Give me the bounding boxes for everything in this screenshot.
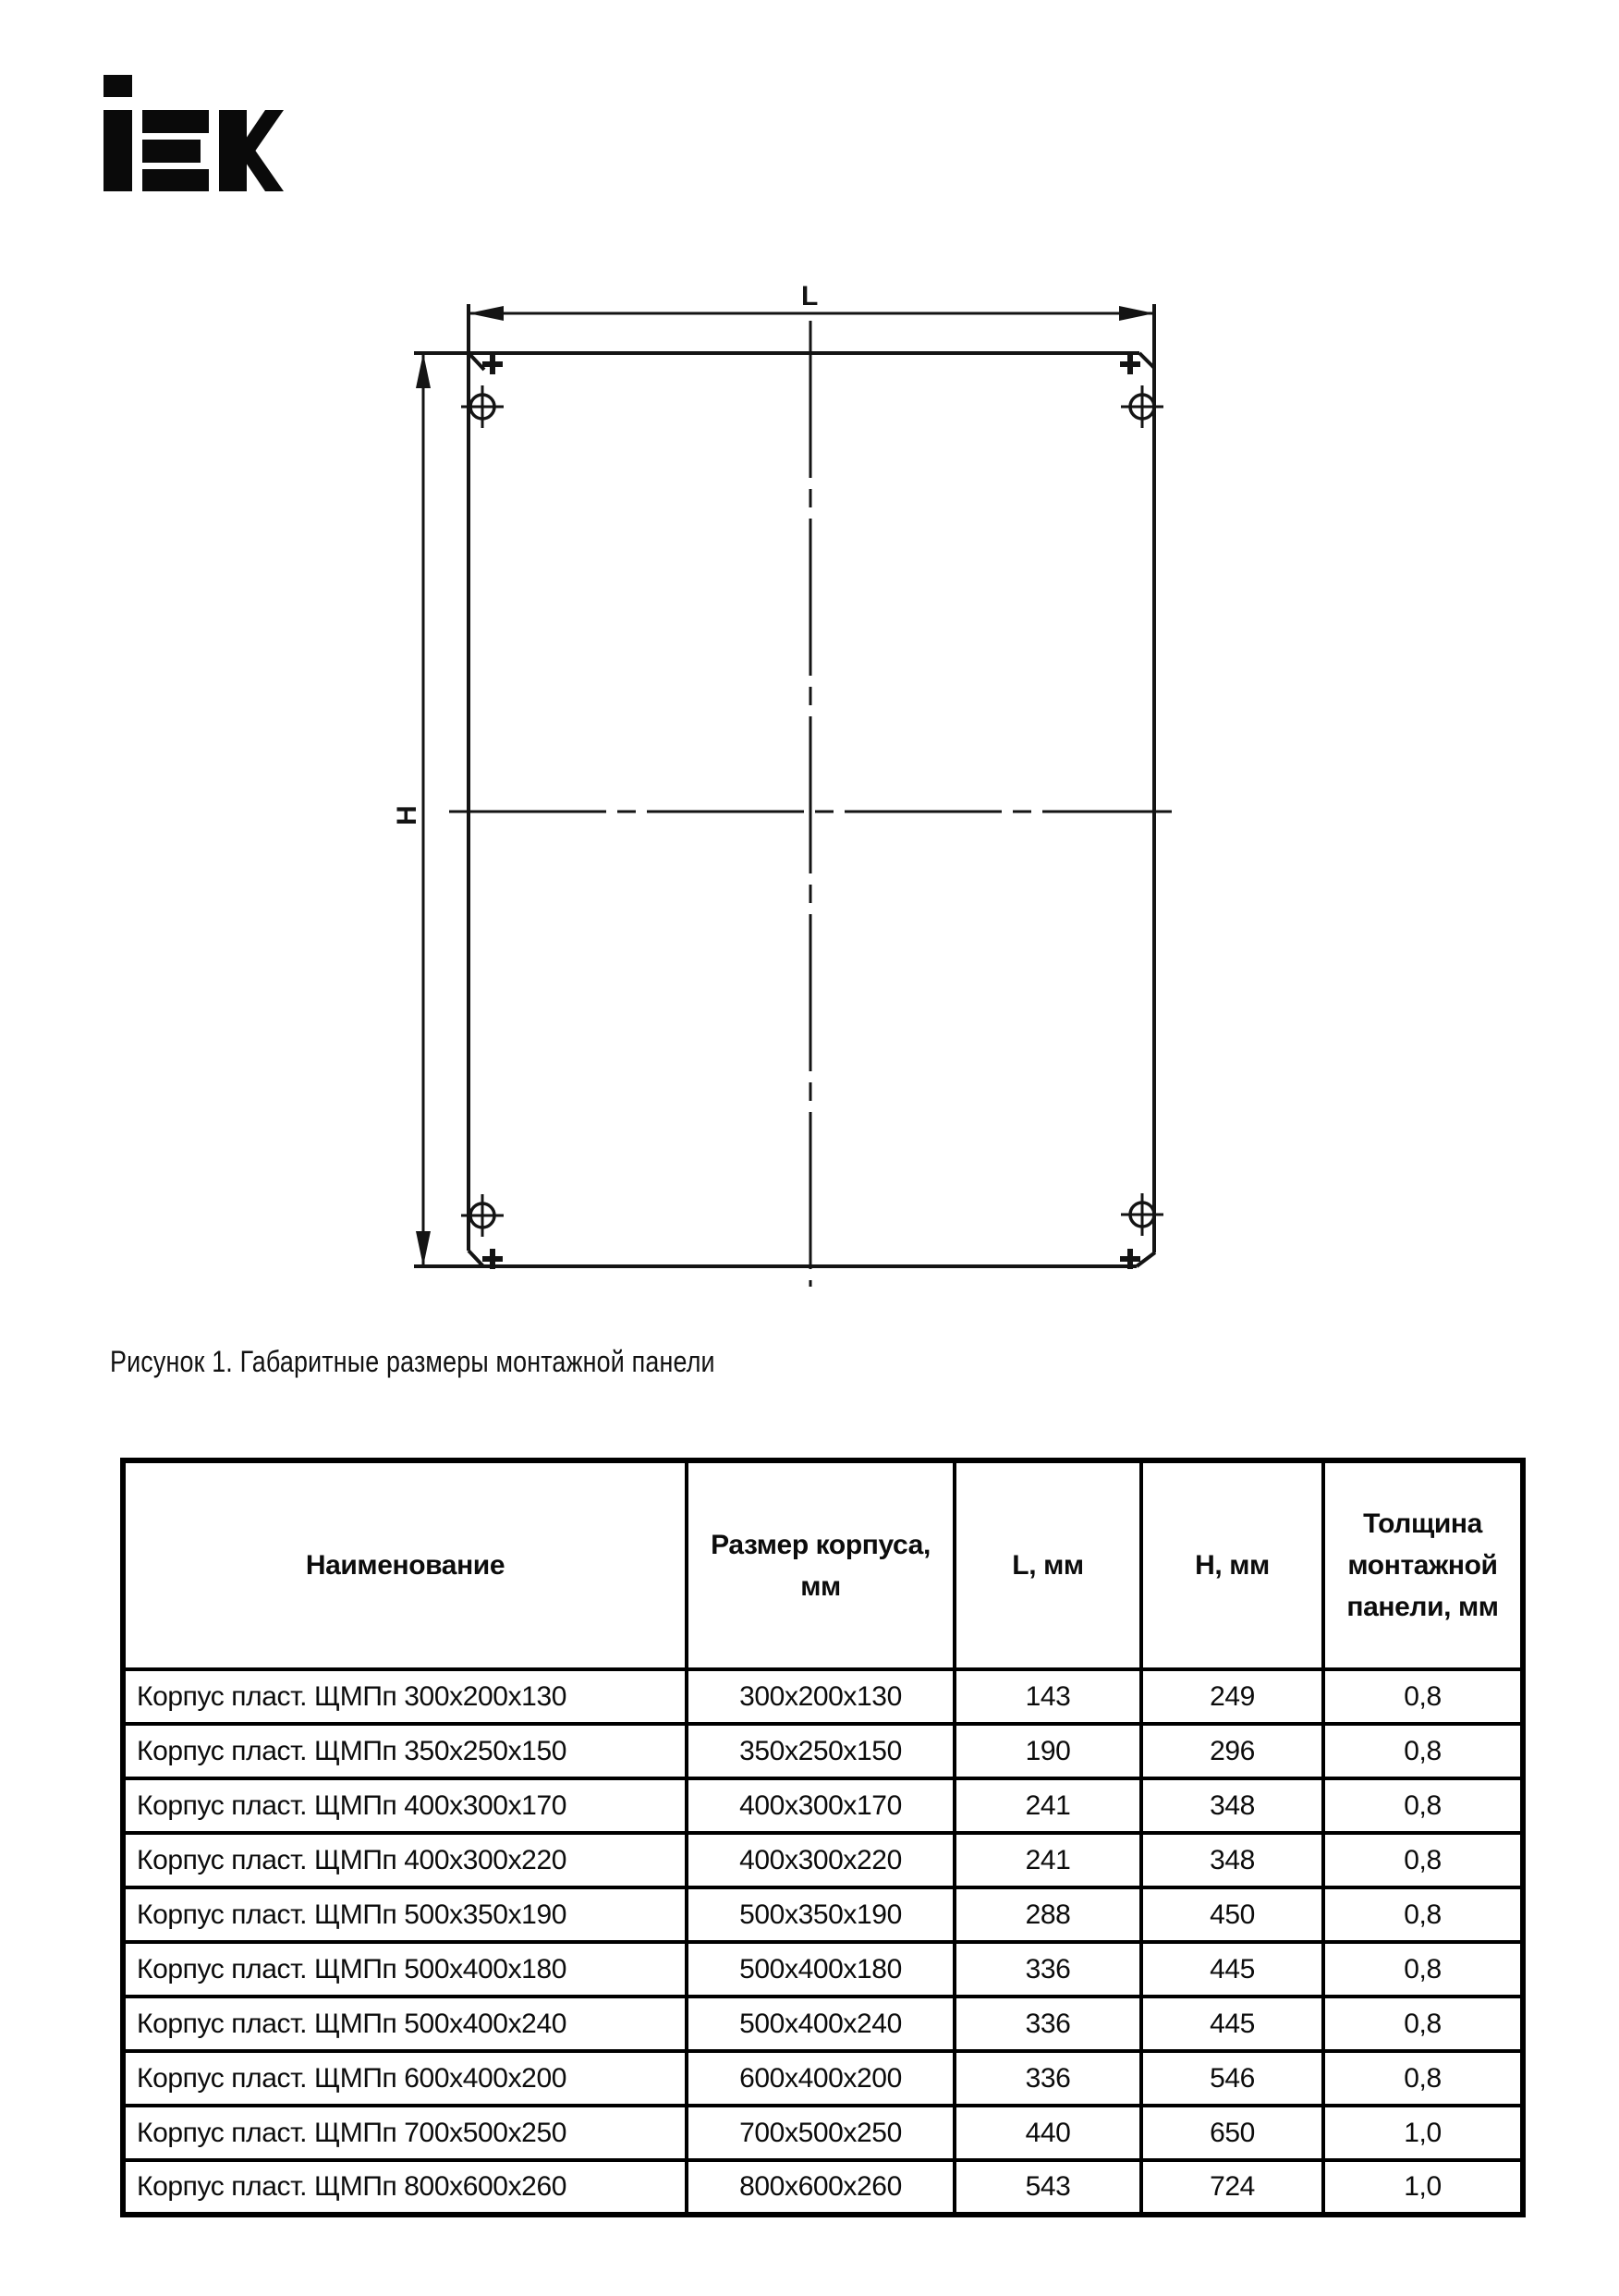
cell-l-mm: 336 <box>955 1942 1141 1997</box>
cell-product-name: Корпус пласт. ЩМПп 700х500х250 <box>123 2106 687 2160</box>
header-body-size: Размер корпуса, мм <box>687 1460 955 1669</box>
cell-body-size: 500х400х180 <box>687 1942 955 1997</box>
table-row <box>123 1942 1523 1997</box>
cell-product-name: Корпус пласт. ЩМПп 400х300х220 <box>123 1833 687 1887</box>
cell-product-name: Корпус пласт. ЩМПп 350х250х150 <box>123 1724 687 1778</box>
cell-thickness: 0,8 <box>1323 1778 1523 1833</box>
header-name: Наименование <box>123 1460 687 1669</box>
logo-e-mid-bar <box>142 140 201 163</box>
logo-k-stem <box>219 110 247 191</box>
cell-thickness: 0,8 <box>1323 1887 1523 1942</box>
cell-thickness: 1,0 <box>1323 2106 1523 2160</box>
arrowhead-right <box>1119 306 1154 321</box>
cell-body-size: 800х600х260 <box>687 2160 955 2215</box>
cell-product-name: Корпус пласт. ЩМПп 500х350х190 <box>123 1887 687 1942</box>
dim-label-L: L <box>801 281 819 311</box>
logo-i-dot <box>103 75 132 97</box>
cell-h-mm: 450 <box>1141 1887 1323 1942</box>
cell-body-size: 500х350х190 <box>687 1887 955 1942</box>
header-l-mm: L, мм <box>955 1460 1141 1669</box>
cell-thickness: 0,8 <box>1323 1942 1523 1997</box>
table-row <box>123 1724 1523 1778</box>
panel-outline <box>414 304 1155 1266</box>
header-thickness: Толщина монтажной панели, мм <box>1323 1460 1523 1669</box>
cross-top-right <box>1120 354 1140 374</box>
center-lines <box>449 321 1172 1287</box>
table-row <box>123 1997 1523 2051</box>
figure-caption: Рисунок 1. Габаритные размеры монтажной панели <box>110 1345 715 1378</box>
cell-h-mm: 724 <box>1141 2160 1323 2215</box>
cell-h-mm: 445 <box>1141 1997 1323 2051</box>
cell-l-mm: 440 <box>955 2106 1141 2160</box>
cell-h-mm: 546 <box>1141 2051 1323 2106</box>
cell-h-mm: 296 <box>1141 1724 1323 1778</box>
table-header-row <box>123 1460 1523 1669</box>
chamfer-bottom-left <box>469 1251 483 1266</box>
header-h-mm: Н, мм <box>1141 1460 1323 1669</box>
cell-l-mm: 336 <box>955 1997 1141 2051</box>
cell-h-mm: 249 <box>1141 1669 1323 1724</box>
chamfer-top-left <box>470 355 484 370</box>
cell-body-size: 500х400х240 <box>687 1997 955 2051</box>
table-row <box>123 1669 1523 1724</box>
cell-product-name: Корпус пласт. ЩМПп 300х200х130 <box>123 1669 687 1724</box>
cell-l-mm: 336 <box>955 2051 1141 2106</box>
cell-product-name: Корпус пласт. ЩМПп 400х300х170 <box>123 1778 687 1833</box>
cell-body-size: 600х400х200 <box>687 2051 955 2106</box>
cell-product-name: Корпус пласт. ЩМПп 600х400х200 <box>123 2051 687 2106</box>
dimension-H <box>392 353 431 1266</box>
cell-body-size: 350х250х150 <box>687 1724 955 1778</box>
cell-l-mm: 241 <box>955 1833 1141 1887</box>
logo-i-stem <box>103 110 132 191</box>
logo-e-bottom-bar <box>142 169 209 191</box>
cell-thickness: 0,8 <box>1323 1833 1523 1887</box>
cell-product-name: Корпус пласт. ЩМПп 800х600х260 <box>123 2160 687 2215</box>
table-row <box>123 2106 1523 2160</box>
table-row <box>123 1833 1523 1887</box>
cell-thickness: 0,8 <box>1323 1669 1523 1724</box>
table-row <box>123 1887 1523 1942</box>
hole-target-top-right <box>1121 385 1163 428</box>
cross-top-left <box>482 354 503 374</box>
cell-h-mm: 650 <box>1141 2106 1323 2160</box>
cell-l-mm: 143 <box>955 1669 1141 1724</box>
table-row <box>123 1778 1523 1833</box>
cell-l-mm: 288 <box>955 1887 1141 1942</box>
logo-e-top-bar <box>142 110 209 133</box>
arrowhead-down <box>416 1231 431 1266</box>
arrowhead-left <box>469 306 504 321</box>
cell-h-mm: 348 <box>1141 1833 1323 1887</box>
cell-thickness: 0,8 <box>1323 1997 1523 2051</box>
table-row <box>123 2051 1523 2106</box>
cell-product-name: Корпус пласт. ЩМПп 500х400х180 <box>123 1942 687 1997</box>
cell-body-size: 400х300х220 <box>687 1833 955 1887</box>
cell-l-mm: 241 <box>955 1778 1141 1833</box>
dimension-L <box>469 281 1154 321</box>
dim-label-H: H <box>392 805 422 825</box>
cell-thickness: 0,8 <box>1323 2051 1523 2106</box>
dimensions-table <box>120 1458 1526 2217</box>
cell-body-size: 700х500х250 <box>687 2106 955 2160</box>
cell-thickness: 1,0 <box>1323 2160 1523 2215</box>
cell-l-mm: 543 <box>955 2160 1141 2215</box>
cell-h-mm: 445 <box>1141 1942 1323 1997</box>
cell-product-name: Корпус пласт. ЩМПп 500х400х240 <box>123 1997 687 2051</box>
cell-l-mm: 190 <box>955 1724 1141 1778</box>
table-row <box>123 2160 1523 2215</box>
cell-thickness: 0,8 <box>1323 1724 1523 1778</box>
logo-k-lower-arm <box>246 137 284 191</box>
cell-h-mm: 348 <box>1141 1778 1323 1833</box>
cell-body-size: 400х300х170 <box>687 1778 955 1833</box>
arrowhead-up <box>416 353 431 388</box>
chamfer-top-right <box>1139 353 1154 368</box>
iek-logo <box>103 75 284 191</box>
hole-target-bottom-right <box>1121 1193 1163 1236</box>
cell-body-size: 300х200х130 <box>687 1669 955 1724</box>
